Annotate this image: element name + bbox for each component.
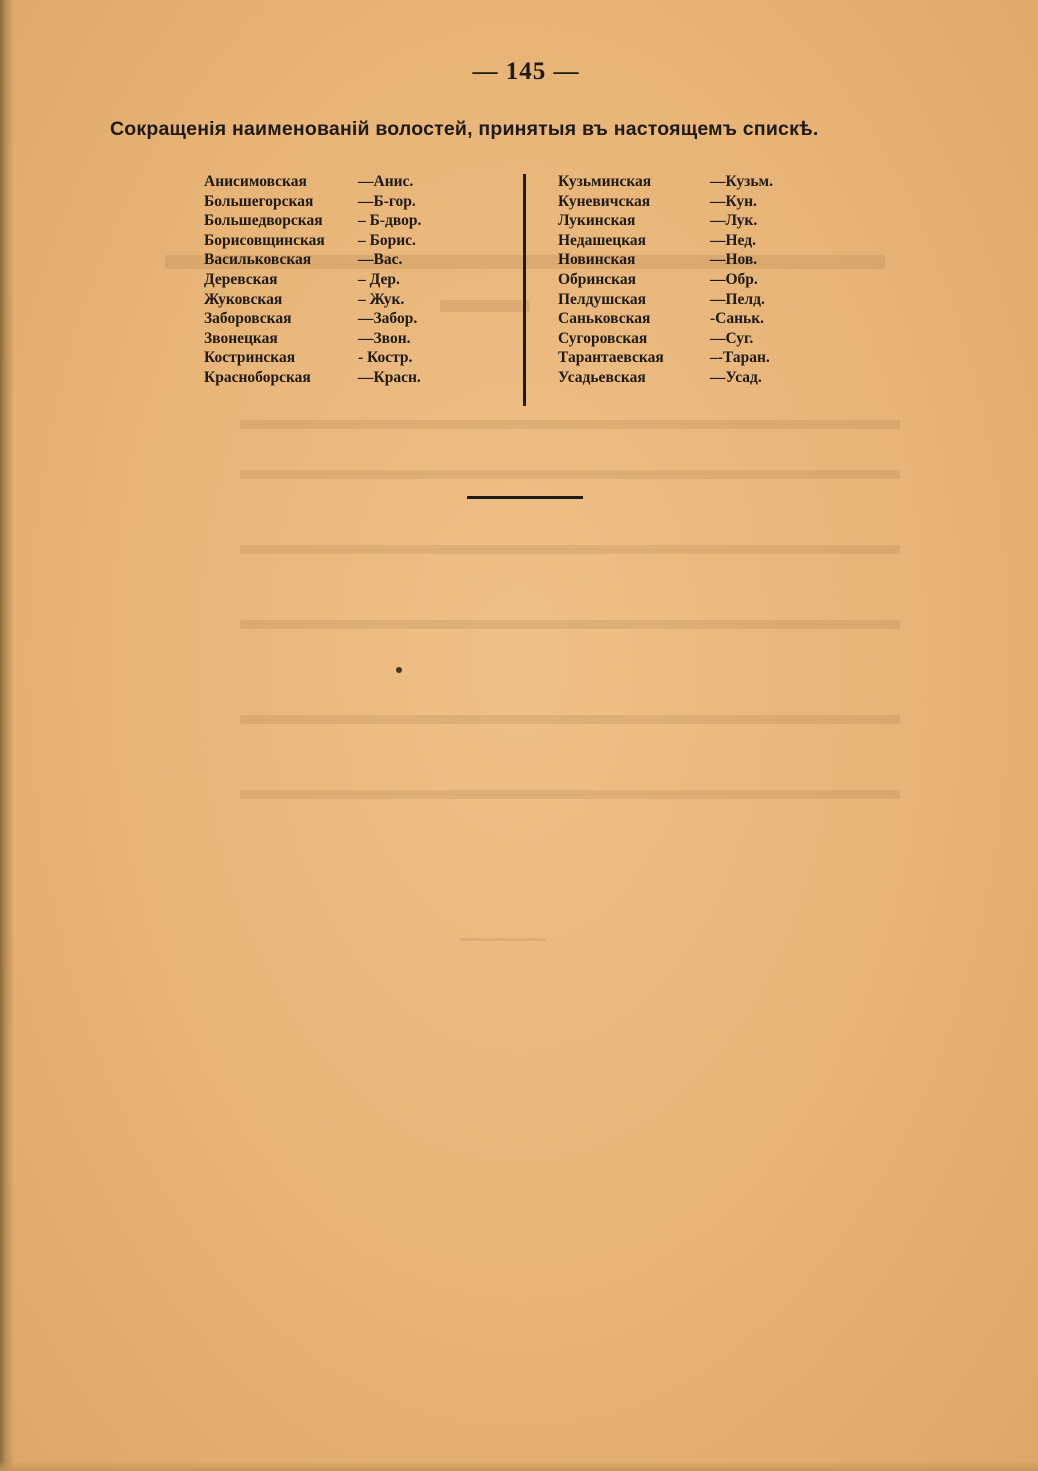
abbreviation-row bbox=[204, 211, 504, 231]
volost-abbreviation: —Нов. bbox=[710, 251, 758, 269]
page-bottom-shadow bbox=[0, 1461, 1038, 1471]
page-number: — 145 — bbox=[472, 58, 580, 85]
abbreviation-row bbox=[204, 348, 504, 368]
abbreviation-row bbox=[204, 309, 504, 329]
volost-abbreviation: -Саньк. bbox=[710, 310, 765, 328]
volost-name: Деревская bbox=[204, 270, 278, 288]
abbreviation-row bbox=[558, 211, 858, 231]
volost-name: Васильковская bbox=[204, 251, 312, 269]
volost-name: Кузьминская bbox=[558, 173, 652, 190]
volost-name: Новинская bbox=[558, 251, 636, 269]
volost-name: Звонецкая bbox=[204, 329, 278, 347]
volost-abbreviation: - Костр. bbox=[358, 349, 413, 367]
volost-name: Борисовщинская bbox=[204, 231, 325, 249]
abbreviation-row bbox=[558, 290, 858, 310]
volost-abbreviation: —Нед. bbox=[710, 231, 756, 249]
abbreviations-right-column bbox=[558, 172, 858, 388]
volost-name: Сугоровская bbox=[558, 329, 648, 347]
volost-abbreviation: —Лук. bbox=[710, 212, 758, 230]
volost-abbreviation: —Звон. bbox=[358, 329, 411, 347]
column-divider bbox=[523, 174, 526, 406]
end-rule bbox=[467, 496, 583, 499]
abbreviation-row bbox=[204, 270, 504, 290]
abbreviation-row bbox=[558, 270, 858, 290]
volost-abbreviation: —Красн. bbox=[358, 368, 421, 386]
volost-name: Костринская bbox=[204, 349, 296, 367]
abbreviation-row bbox=[204, 290, 504, 310]
abbreviation-row bbox=[558, 192, 858, 212]
abbreviation-row bbox=[558, 250, 858, 270]
abbreviations-left-column bbox=[204, 172, 504, 388]
abbreviation-row bbox=[558, 309, 858, 329]
volost-abbreviation: –-Таран. bbox=[710, 349, 770, 367]
volost-abbreviation: —Б-гор. bbox=[358, 192, 416, 210]
volost-abbreviation: —Пелд. bbox=[710, 290, 765, 308]
abbreviation-row bbox=[204, 172, 504, 192]
volost-abbreviation: —Кун. bbox=[710, 192, 757, 210]
abbreviation-row bbox=[204, 329, 504, 349]
volost-name: Анисимовская bbox=[204, 173, 307, 190]
bleed-through-mark bbox=[240, 790, 900, 799]
volost-abbreviation: —Вас. bbox=[358, 251, 403, 269]
volost-name: Большегорская bbox=[204, 192, 314, 210]
abbreviation-row bbox=[558, 172, 858, 192]
abbreviation-row bbox=[558, 368, 858, 388]
volost-name: Красноборская bbox=[204, 368, 311, 386]
volost-name: Заборовская bbox=[204, 310, 292, 328]
abbreviation-row bbox=[558, 348, 858, 368]
volost-abbreviation: —Кузьм. bbox=[710, 173, 773, 190]
volost-abbreviation: – Б-двор. bbox=[358, 212, 422, 230]
abbreviation-row bbox=[558, 329, 858, 349]
abbreviation-row bbox=[204, 231, 504, 251]
volost-abbreviation: – Дер. bbox=[358, 270, 400, 288]
volost-abbreviation: —Анис. bbox=[358, 173, 414, 190]
volost-name: Жуковская bbox=[204, 290, 283, 308]
bleed-through-mark bbox=[460, 938, 546, 941]
page-heading: Сокращенія наименованій волостей, принятыя въ настоящемъ спискѣ. bbox=[110, 118, 819, 140]
volost-name: Недашецкая bbox=[558, 231, 647, 249]
bleed-through-mark bbox=[240, 420, 900, 429]
volost-name: Обринская bbox=[558, 270, 636, 288]
volost-abbreviation: —Усад. bbox=[710, 368, 762, 386]
abbreviation-row bbox=[204, 368, 504, 388]
page-edge-shadow bbox=[0, 0, 14, 1471]
volost-abbreviation: —Забор. bbox=[358, 310, 418, 328]
ink-spot bbox=[396, 667, 402, 673]
abbreviation-row bbox=[204, 192, 504, 212]
volost-name: Лукинская bbox=[558, 212, 636, 230]
volost-abbreviation: – Борис. bbox=[358, 231, 416, 249]
volost-name: Куневичская bbox=[558, 192, 651, 210]
abbreviation-row bbox=[558, 231, 858, 251]
bleed-through-mark bbox=[240, 545, 900, 554]
volost-abbreviation: – Жук. bbox=[358, 290, 405, 308]
volost-name: Тарантаевская bbox=[558, 349, 664, 367]
abbreviation-row bbox=[204, 250, 504, 270]
volost-name: Большедворская bbox=[204, 212, 323, 230]
bleed-through-mark bbox=[240, 715, 900, 724]
volost-abbreviation: —Обр. bbox=[710, 270, 758, 288]
bleed-through-mark bbox=[240, 470, 900, 479]
volost-name: Усадьевская bbox=[558, 368, 646, 386]
volost-abbreviation: —Суг. bbox=[710, 329, 754, 347]
bleed-through-mark bbox=[240, 620, 900, 629]
volost-name: Саньковская bbox=[558, 310, 651, 328]
volost-name: Пелдушская bbox=[558, 290, 647, 308]
